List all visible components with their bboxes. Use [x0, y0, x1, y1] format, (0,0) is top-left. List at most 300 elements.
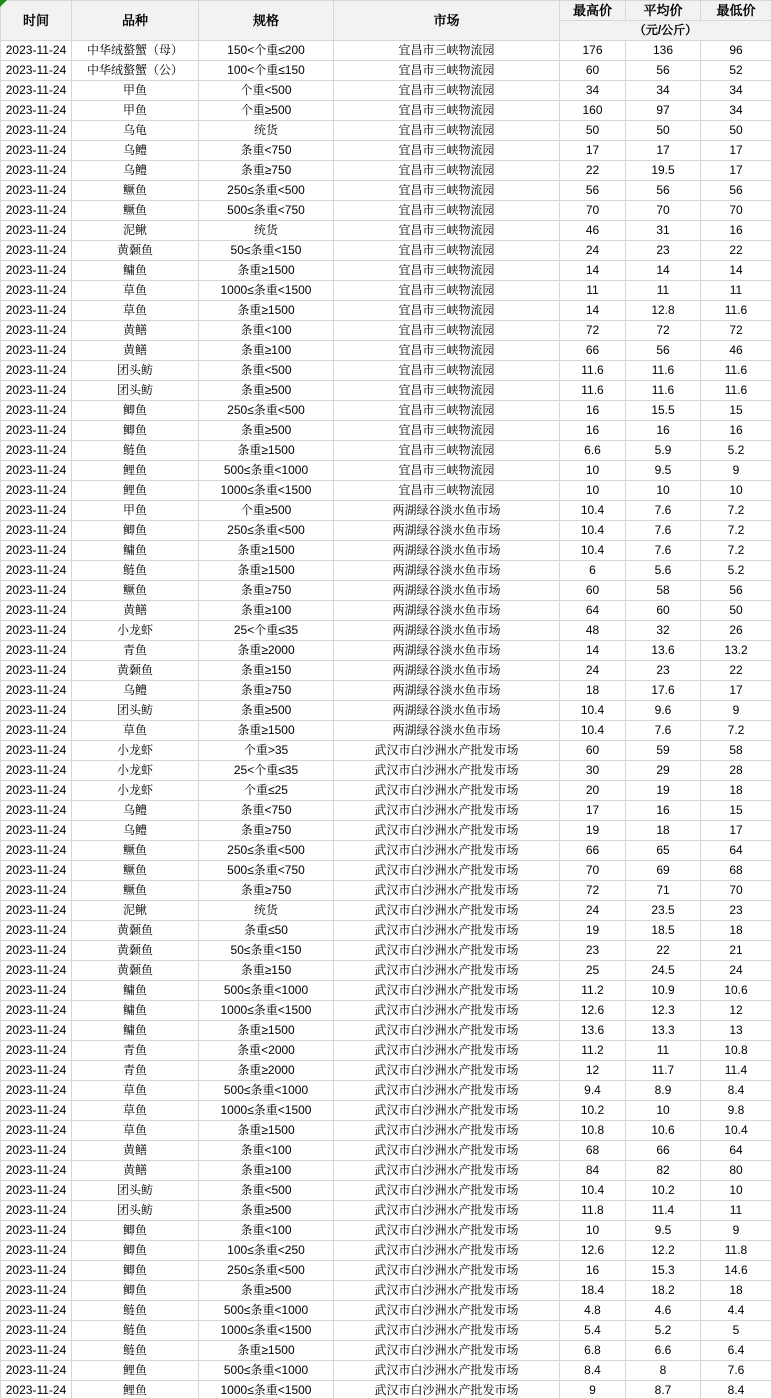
col-header-spec: 规格	[199, 1, 334, 41]
cell-min-price: 34	[701, 81, 771, 101]
cell-market: 两湖绿谷淡水鱼市场	[334, 661, 560, 681]
cell-avg-price: 11.6	[626, 381, 701, 401]
cell-time: 2023-11-24	[1, 881, 72, 901]
cell-min-price: 13	[701, 1021, 771, 1041]
cell-avg-price: 9.6	[626, 701, 701, 721]
cell-max-price: 6	[560, 561, 626, 581]
cell-spec: 条重≥1500	[199, 721, 334, 741]
cell-max-price: 160	[560, 101, 626, 121]
cell-spec: 条重≥1500	[199, 301, 334, 321]
cell-species: 团头鲂	[72, 1201, 199, 1221]
cell-market: 宜昌市三峡物流园	[334, 101, 560, 121]
cell-spec: 50≤条重<150	[199, 941, 334, 961]
cell-market: 武汉市白沙洲水产批发市场	[334, 1341, 560, 1361]
table-row	[1, 181, 771, 201]
cell-avg-price: 15.3	[626, 1261, 701, 1281]
cell-time: 2023-11-24	[1, 721, 72, 741]
cell-species: 鲤鱼	[72, 481, 199, 501]
cell-max-price: 14	[560, 301, 626, 321]
cell-market: 宜昌市三峡物流园	[334, 441, 560, 461]
cell-spec: 统货	[199, 901, 334, 921]
cell-max-price: 17	[560, 141, 626, 161]
cell-market: 两湖绿谷淡水鱼市场	[334, 581, 560, 601]
table-row	[1, 41, 771, 61]
cell-avg-price: 9.5	[626, 461, 701, 481]
cell-min-price: 18	[701, 1281, 771, 1301]
cell-avg-price: 34	[626, 81, 701, 101]
cell-time: 2023-11-24	[1, 1201, 72, 1221]
cell-market: 两湖绿谷淡水鱼市场	[334, 541, 560, 561]
cell-max-price: 84	[560, 1161, 626, 1181]
cell-min-price: 10.4	[701, 1121, 771, 1141]
cell-max-price: 24	[560, 241, 626, 261]
cell-spec: 条重≥750	[199, 161, 334, 181]
cell-min-price: 18	[701, 781, 771, 801]
cell-min-price: 22	[701, 241, 771, 261]
table-row	[1, 841, 771, 861]
cell-max-price: 66	[560, 341, 626, 361]
cell-market: 武汉市白沙洲水产批发市场	[334, 881, 560, 901]
cell-min-price: 9.8	[701, 1101, 771, 1121]
cell-min-price: 46	[701, 341, 771, 361]
cell-avg-price: 4.6	[626, 1301, 701, 1321]
cell-species: 黄鳝	[72, 1141, 199, 1161]
cell-spec: 条重≥2000	[199, 641, 334, 661]
cell-species: 黄颡鱼	[72, 961, 199, 981]
cell-max-price: 50	[560, 121, 626, 141]
cell-time: 2023-11-24	[1, 521, 72, 541]
cell-spec: 条重<750	[199, 801, 334, 821]
cell-max-price: 16	[560, 1261, 626, 1281]
cell-avg-price: 22	[626, 941, 701, 961]
table-row	[1, 621, 771, 641]
cell-species: 鳙鱼	[72, 981, 199, 1001]
cell-max-price: 10.4	[560, 501, 626, 521]
cell-max-price: 34	[560, 81, 626, 101]
cell-time: 2023-11-24	[1, 141, 72, 161]
cell-avg-price: 8	[626, 1361, 701, 1381]
cell-market: 武汉市白沙洲水产批发市场	[334, 781, 560, 801]
cell-avg-price: 19	[626, 781, 701, 801]
cell-species: 泥鳅	[72, 221, 199, 241]
table-row	[1, 1281, 771, 1301]
col-header-time: 时间	[1, 1, 72, 41]
cell-max-price: 72	[560, 881, 626, 901]
table-row	[1, 461, 771, 481]
table-row	[1, 901, 771, 921]
cell-max-price: 10	[560, 1221, 626, 1241]
cell-spec: 条重<2000	[199, 1041, 334, 1061]
table-row	[1, 521, 771, 541]
cell-avg-price: 10.6	[626, 1121, 701, 1141]
cell-spec: 条重≥750	[199, 581, 334, 601]
cell-species: 草鱼	[72, 1081, 199, 1101]
cell-market: 宜昌市三峡物流园	[334, 381, 560, 401]
cell-species: 乌鳢	[72, 801, 199, 821]
cell-max-price: 18.4	[560, 1281, 626, 1301]
cell-max-price: 46	[560, 221, 626, 241]
header-row-main	[1, 1, 771, 21]
cell-avg-price: 32	[626, 621, 701, 641]
cell-species: 乌鳢	[72, 141, 199, 161]
table-row	[1, 1161, 771, 1181]
cell-spec: 条重≤50	[199, 921, 334, 941]
cell-time: 2023-11-24	[1, 741, 72, 761]
cell-time: 2023-11-24	[1, 761, 72, 781]
cell-time: 2023-11-24	[1, 1101, 72, 1121]
cell-market: 武汉市白沙洲水产批发市场	[334, 861, 560, 881]
col-header-min-price: 最低价	[701, 1, 771, 21]
table-row	[1, 961, 771, 981]
table-row	[1, 1041, 771, 1061]
cell-time: 2023-11-24	[1, 401, 72, 421]
table-row	[1, 321, 771, 341]
cell-species: 黄鳝	[72, 601, 199, 621]
cell-max-price: 72	[560, 321, 626, 341]
cell-time: 2023-11-24	[1, 381, 72, 401]
cell-spec: 统货	[199, 121, 334, 141]
table-row	[1, 1081, 771, 1101]
cell-time: 2023-11-24	[1, 1001, 72, 1021]
table-row	[1, 1241, 771, 1261]
table-row	[1, 341, 771, 361]
table-row	[1, 81, 771, 101]
cell-min-price: 7.2	[701, 501, 771, 521]
cell-avg-price: 7.6	[626, 721, 701, 741]
table-row	[1, 781, 771, 801]
cell-time: 2023-11-24	[1, 501, 72, 521]
cell-min-price: 28	[701, 761, 771, 781]
cell-market: 武汉市白沙洲水产批发市场	[334, 1201, 560, 1221]
cell-species: 鲫鱼	[72, 1261, 199, 1281]
cell-min-price: 52	[701, 61, 771, 81]
cell-max-price: 60	[560, 581, 626, 601]
cell-species: 鲫鱼	[72, 1221, 199, 1241]
table-row	[1, 1381, 771, 1398]
cell-spec: 条重≥150	[199, 961, 334, 981]
table-row	[1, 1361, 771, 1381]
cell-species: 黄颡鱼	[72, 941, 199, 961]
cell-species: 青鱼	[72, 641, 199, 661]
table-row	[1, 1221, 771, 1241]
cell-time: 2023-11-24	[1, 1161, 72, 1181]
cell-spec: 1000≤条重<1500	[199, 1101, 334, 1121]
cell-time: 2023-11-24	[1, 321, 72, 341]
cell-min-price: 96	[701, 41, 771, 61]
cell-market: 武汉市白沙洲水产批发市场	[334, 1161, 560, 1181]
cell-min-price: 58	[701, 741, 771, 761]
cell-market: 武汉市白沙洲水产批发市场	[334, 1221, 560, 1241]
cell-min-price: 18	[701, 921, 771, 941]
cell-min-price: 21	[701, 941, 771, 961]
cell-time: 2023-11-24	[1, 561, 72, 581]
cell-market: 武汉市白沙洲水产批发市场	[334, 1121, 560, 1141]
cell-max-price: 17	[560, 801, 626, 821]
cell-max-price: 11.2	[560, 1041, 626, 1061]
cell-min-price: 10.8	[701, 1041, 771, 1061]
cell-spec: 条重≥1500	[199, 541, 334, 561]
cell-species: 草鱼	[72, 281, 199, 301]
table-row	[1, 661, 771, 681]
cell-time: 2023-11-24	[1, 1061, 72, 1081]
cell-avg-price: 82	[626, 1161, 701, 1181]
cell-avg-price: 97	[626, 101, 701, 121]
cell-market: 宜昌市三峡物流园	[334, 421, 560, 441]
cell-max-price: 12	[560, 1061, 626, 1081]
cell-spec: 条重<750	[199, 141, 334, 161]
cell-min-price: 80	[701, 1161, 771, 1181]
cell-market: 宜昌市三峡物流园	[334, 461, 560, 481]
table-row	[1, 421, 771, 441]
cell-species: 鲢鱼	[72, 441, 199, 461]
cell-market: 武汉市白沙洲水产批发市场	[334, 801, 560, 821]
cell-spec: 个重≥500	[199, 101, 334, 121]
cell-species: 鲫鱼	[72, 1241, 199, 1261]
cell-market: 武汉市白沙洲水产批发市场	[334, 841, 560, 861]
cell-time: 2023-11-24	[1, 941, 72, 961]
cell-time: 2023-11-24	[1, 541, 72, 561]
col-header-max-price: 最高价	[560, 1, 626, 21]
cell-min-price: 7.6	[701, 1361, 771, 1381]
cell-market: 两湖绿谷淡水鱼市场	[334, 501, 560, 521]
cell-time: 2023-11-24	[1, 901, 72, 921]
cell-time: 2023-11-24	[1, 361, 72, 381]
cell-spec: 条重≥150	[199, 661, 334, 681]
cell-species: 乌鳢	[72, 821, 199, 841]
cell-avg-price: 60	[626, 601, 701, 621]
cell-time: 2023-11-24	[1, 661, 72, 681]
cell-time: 2023-11-24	[1, 601, 72, 621]
cell-species: 鲤鱼	[72, 1361, 199, 1381]
col-header-avg-price: 平均价	[626, 1, 701, 21]
cell-min-price: 14	[701, 261, 771, 281]
cell-spec: 250≤条重<500	[199, 401, 334, 421]
cell-spec: 250≤条重<500	[199, 1261, 334, 1281]
table-row	[1, 941, 771, 961]
cell-avg-price: 13.3	[626, 1021, 701, 1041]
cell-max-price: 10.8	[560, 1121, 626, 1141]
cell-avg-price: 16	[626, 421, 701, 441]
cell-max-price: 12.6	[560, 1241, 626, 1261]
cell-avg-price: 14	[626, 261, 701, 281]
cell-avg-price: 7.6	[626, 541, 701, 561]
cell-time: 2023-11-24	[1, 201, 72, 221]
cell-spec: 条重≥750	[199, 821, 334, 841]
cell-spec: 条重≥1500	[199, 441, 334, 461]
cell-avg-price: 50	[626, 121, 701, 141]
cell-spec: 500≤条重<750	[199, 861, 334, 881]
cell-max-price: 64	[560, 601, 626, 621]
cell-max-price: 4.8	[560, 1301, 626, 1321]
cell-max-price: 13.6	[560, 1021, 626, 1041]
cell-min-price: 10.6	[701, 981, 771, 1001]
cell-time: 2023-11-24	[1, 1241, 72, 1261]
cell-species: 草鱼	[72, 721, 199, 741]
cell-min-price: 64	[701, 1141, 771, 1161]
cell-spec: 条重≥500	[199, 701, 334, 721]
cell-max-price: 9.4	[560, 1081, 626, 1101]
cell-spec: 条重<100	[199, 1141, 334, 1161]
cell-max-price: 24	[560, 661, 626, 681]
cell-market: 武汉市白沙洲水产批发市场	[334, 961, 560, 981]
cell-species: 鲢鱼	[72, 1341, 199, 1361]
cell-time: 2023-11-24	[1, 701, 72, 721]
cell-market: 两湖绿谷淡水鱼市场	[334, 701, 560, 721]
table-row	[1, 821, 771, 841]
cell-time: 2023-11-24	[1, 461, 72, 481]
cell-spec: 1000≤条重<1500	[199, 281, 334, 301]
cell-time: 2023-11-24	[1, 121, 72, 141]
cell-time: 2023-11-24	[1, 1221, 72, 1241]
cell-market: 武汉市白沙洲水产批发市场	[334, 941, 560, 961]
cell-max-price: 16	[560, 401, 626, 421]
cell-species: 团头鲂	[72, 701, 199, 721]
cell-avg-price: 6.6	[626, 1341, 701, 1361]
cell-spec: 1000≤条重<1500	[199, 1001, 334, 1021]
cell-time: 2023-11-24	[1, 1021, 72, 1041]
cell-species: 鲫鱼	[72, 401, 199, 421]
cell-max-price: 16	[560, 421, 626, 441]
table-row	[1, 401, 771, 421]
cell-time: 2023-11-24	[1, 841, 72, 861]
cell-species: 鳜鱼	[72, 201, 199, 221]
cell-min-price: 70	[701, 201, 771, 221]
cell-time: 2023-11-24	[1, 1181, 72, 1201]
cell-max-price: 6.8	[560, 1341, 626, 1361]
cell-avg-price: 18	[626, 821, 701, 841]
cell-time: 2023-11-24	[1, 981, 72, 1001]
cell-time: 2023-11-24	[1, 481, 72, 501]
cell-spec: 500≤条重<1000	[199, 461, 334, 481]
cell-time: 2023-11-24	[1, 181, 72, 201]
cell-min-price: 5.2	[701, 441, 771, 461]
cell-market: 宜昌市三峡物流园	[334, 481, 560, 501]
cell-min-price: 23	[701, 901, 771, 921]
cell-min-price: 11.6	[701, 301, 771, 321]
cell-max-price: 10.4	[560, 721, 626, 741]
cell-min-price: 12	[701, 1001, 771, 1021]
table-row	[1, 721, 771, 741]
cell-min-price: 7.2	[701, 521, 771, 541]
table-row	[1, 481, 771, 501]
cell-min-price: 15	[701, 801, 771, 821]
cell-avg-price: 12.8	[626, 301, 701, 321]
cell-max-price: 70	[560, 861, 626, 881]
cell-spec: 个重≥500	[199, 501, 334, 521]
table-row	[1, 701, 771, 721]
cell-time: 2023-11-24	[1, 1381, 72, 1398]
cell-max-price: 10	[560, 461, 626, 481]
cell-avg-price: 23	[626, 661, 701, 681]
cell-species: 团头鲂	[72, 381, 199, 401]
cell-avg-price: 11	[626, 1041, 701, 1061]
cell-time: 2023-11-24	[1, 821, 72, 841]
cell-time: 2023-11-24	[1, 1301, 72, 1321]
unit-subheader: （元/公斤）	[560, 21, 771, 41]
cell-avg-price: 8.7	[626, 1381, 701, 1398]
table-row	[1, 641, 771, 661]
cell-market: 两湖绿谷淡水鱼市场	[334, 621, 560, 641]
cell-species: 草鱼	[72, 1101, 199, 1121]
cell-max-price: 20	[560, 781, 626, 801]
cell-max-price: 56	[560, 181, 626, 201]
cell-market: 武汉市白沙洲水产批发市场	[334, 901, 560, 921]
cell-max-price: 48	[560, 621, 626, 641]
cell-time: 2023-11-24	[1, 41, 72, 61]
table-row	[1, 441, 771, 461]
cell-avg-price: 15.5	[626, 401, 701, 421]
cell-avg-price: 8.9	[626, 1081, 701, 1101]
cell-avg-price: 10	[626, 481, 701, 501]
cell-avg-price: 13.6	[626, 641, 701, 661]
cell-avg-price: 17	[626, 141, 701, 161]
cell-avg-price: 11	[626, 281, 701, 301]
cell-max-price: 14	[560, 641, 626, 661]
cell-spec: 条重≥750	[199, 881, 334, 901]
cell-market: 武汉市白沙洲水产批发市场	[334, 1141, 560, 1161]
cell-species: 甲鱼	[72, 101, 199, 121]
cell-min-price: 16	[701, 421, 771, 441]
cell-max-price: 18	[560, 681, 626, 701]
table-row	[1, 141, 771, 161]
cell-min-price: 68	[701, 861, 771, 881]
cell-market: 武汉市白沙洲水产批发市场	[334, 1301, 560, 1321]
cell-spec: 条重≥1500	[199, 261, 334, 281]
cell-market: 宜昌市三峡物流园	[334, 181, 560, 201]
price-table-body	[1, 41, 771, 1398]
cell-market: 武汉市白沙洲水产批发市场	[334, 1041, 560, 1061]
cell-max-price: 10.4	[560, 521, 626, 541]
cell-spec: 个重≤25	[199, 781, 334, 801]
cell-market: 武汉市白沙洲水产批发市场	[334, 1241, 560, 1261]
cell-market: 武汉市白沙洲水产批发市场	[334, 921, 560, 941]
cell-min-price: 11.6	[701, 361, 771, 381]
cell-spec: 100≤条重<250	[199, 1241, 334, 1261]
cell-market: 武汉市白沙洲水产批发市场	[334, 1261, 560, 1281]
cell-market: 武汉市白沙洲水产批发市场	[334, 1021, 560, 1041]
cell-min-price: 13.2	[701, 641, 771, 661]
cell-species: 鲤鱼	[72, 1381, 199, 1398]
cell-spec: 250≤条重<500	[199, 521, 334, 541]
cell-spec: 500≤条重<1000	[199, 981, 334, 1001]
cell-market: 宜昌市三峡物流园	[334, 141, 560, 161]
table-row	[1, 361, 771, 381]
table-row	[1, 101, 771, 121]
cell-species: 小龙虾	[72, 781, 199, 801]
table-row	[1, 1061, 771, 1081]
cell-max-price: 66	[560, 841, 626, 861]
cell-market: 两湖绿谷淡水鱼市场	[334, 521, 560, 541]
cell-avg-price: 10.2	[626, 1181, 701, 1201]
cell-species: 草鱼	[72, 1121, 199, 1141]
cell-species: 泥鳅	[72, 901, 199, 921]
cell-species: 甲鱼	[72, 501, 199, 521]
cell-min-price: 14.6	[701, 1261, 771, 1281]
cell-time: 2023-11-24	[1, 161, 72, 181]
cell-market: 武汉市白沙洲水产批发市场	[334, 1321, 560, 1341]
cell-market: 两湖绿谷淡水鱼市场	[334, 681, 560, 701]
cell-market: 武汉市白沙洲水产批发市场	[334, 1381, 560, 1398]
cell-min-price: 9	[701, 461, 771, 481]
cell-avg-price: 12.2	[626, 1241, 701, 1261]
cell-avg-price: 58	[626, 581, 701, 601]
cell-species: 团头鲂	[72, 1181, 199, 1201]
table-row	[1, 221, 771, 241]
cell-species: 草鱼	[72, 301, 199, 321]
cell-min-price: 11.8	[701, 1241, 771, 1261]
cell-min-price: 24	[701, 961, 771, 981]
cell-min-price: 11	[701, 1201, 771, 1221]
